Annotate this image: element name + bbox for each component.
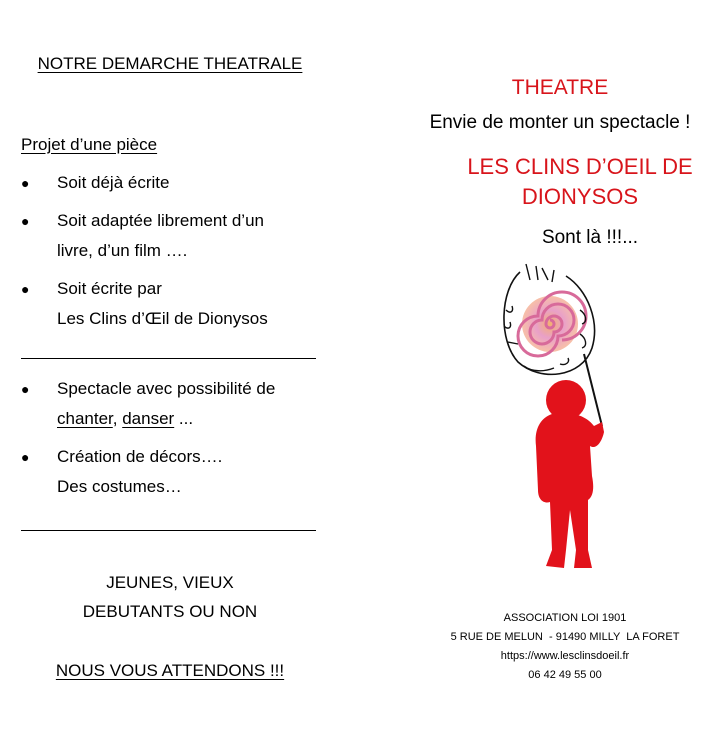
list-item-text: livre, d’un film …. [57, 241, 188, 260]
separator-line [21, 530, 316, 531]
list-item-text: Création de décors…. [57, 447, 223, 466]
logo-illustration [480, 250, 640, 590]
bullet-icon: ● [21, 449, 30, 465]
list-item [21, 274, 331, 334]
bullet-icon: ● [21, 175, 30, 191]
audience-line: DEBUTANTS OU NON [82, 602, 258, 621]
separator-line [21, 358, 316, 359]
bullet-icon: ● [21, 213, 30, 229]
troupe-name-line: LES CLINS D’OEIL DE [467, 154, 693, 179]
list-item-text: Soit adaptée librement d’un [57, 211, 264, 230]
list-item-text: Soit déjà écrite [57, 173, 170, 192]
danser-word: danser [122, 409, 175, 428]
closing-text: NOUS VOUS ATTENDONS !!! [55, 661, 285, 680]
list-item [21, 206, 331, 266]
phone-number: 06 42 49 55 00 [528, 669, 602, 681]
activities-list [21, 374, 331, 502]
right-subtitle: Envie de monter un spectacle ! [429, 112, 691, 133]
bullet-icon: ● [21, 381, 30, 397]
bullet-icon: ● [21, 281, 30, 297]
comma: , [112, 409, 123, 428]
list-item [21, 168, 331, 198]
troupe-name [430, 152, 720, 212]
website-link[interactable]: https://www.lesclinsdoeil.fr [500, 650, 630, 662]
list-item-text: Des costumes… [57, 477, 182, 496]
chanter-word: chanter [57, 409, 113, 428]
list-item-text: Spectacle avec possibilité de [57, 379, 276, 398]
list-item [21, 442, 331, 502]
list-item-text: Soit écrite par [57, 279, 162, 298]
left-heading [0, 54, 340, 74]
list-item-text: Les Clins d’Œil de Dionysos [57, 309, 268, 328]
project-label: Projet d’une pièce [21, 135, 158, 154]
heading-text: NOTRE DEMARCHE THEATRALE [37, 54, 303, 73]
project-options-list [21, 168, 331, 334]
association-line: ASSOCIATION LOI 1901 [503, 612, 627, 624]
closing-block [0, 656, 340, 685]
child-silhouette-icon [536, 380, 604, 568]
right-title: THEATRE [511, 76, 609, 99]
list-item [21, 374, 331, 434]
association-footer [410, 609, 720, 685]
audience-block [0, 568, 340, 626]
ellipsis-text: ... [174, 409, 194, 428]
troupe-name-line: DIONYSOS [521, 184, 639, 209]
audience-line: JEUNES, VIEUX [106, 573, 234, 592]
list-item-text [57, 404, 331, 434]
address-line: 5 RUE DE MELUN - 91490 MILLY LA FORET [450, 631, 680, 643]
tagline: Sont là !!!... [541, 227, 639, 248]
